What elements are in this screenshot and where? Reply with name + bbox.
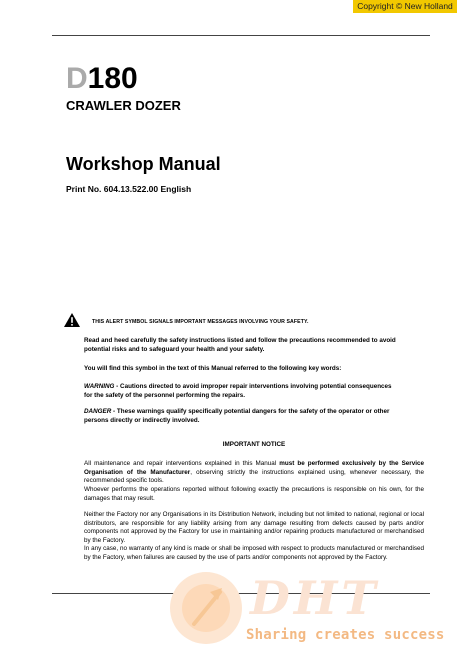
key-words-intro: You will find this symbol in the text of this Manual referred to the following key words: (84, 365, 342, 372)
watermark-slogan: Sharing creates success (246, 627, 445, 643)
safety-intro (84, 337, 424, 354)
warning-line-2: for the safety of the personnel performing the repairs. (84, 391, 245, 399)
important-notice-title: IMPORTANT NOTICE (222, 441, 286, 448)
notice-paragraph-1 (84, 460, 424, 486)
alert-symbol-caption: THIS ALERT SYMBOL SIGNALS IMPORTANT MESSAGES INVOLVING YOUR SAFETY. (92, 319, 309, 325)
notice-paragraph-3: Neither the Factory nor any Organisations in its Distribution Network, including but not limited to national, regional or local distributors, are responsible for any liability arising from any damage resulting from defects caused by parts and/or components not approved by the Factory for use in maintaining and/or repairing products manufactured or merchandised by the Factory. (84, 511, 424, 544)
notice-p1-c: , observing strictly the instructions explained using, whenever necessary, the recommended specific tools. (84, 468, 424, 485)
danger-definition (84, 408, 424, 425)
warning-label: WARNING (84, 383, 115, 390)
notice-paragraph-4: In any case, no warranty of any kind is made or shall be imposed with respect to products manufactured or merchandised by the Factory, when failures are caused by the use of parts and/or components not approved by the Factory. (84, 545, 424, 561)
warning-definition (84, 383, 424, 400)
safety-intro-line-1: Read and heed carefully the safety instructions listed and follow the precautions recommended to avoid (84, 337, 396, 344)
danger-label: DANGER (84, 408, 112, 415)
warning-text-1: - Cautions directed to avoid improper repair interventions involving potential consequences (114, 383, 392, 390)
copyright-badge: Copyright © New Holland (353, 0, 457, 13)
model-number: 180 (87, 62, 138, 95)
model-first-letter: D (66, 62, 88, 95)
machine-type: CRAWLER DOZER (66, 98, 181, 113)
notice-p1-a: All maintenance and repair interventions explained in this Manual (84, 460, 280, 467)
print-number: Print No. 604.13.522.00 English (66, 184, 192, 194)
warning-triangle-icon (64, 313, 80, 327)
notice-p1-bold: must be performed exclusively by the Service Organisation of the Manufacturer (84, 460, 424, 476)
danger-text-1: - These warnings qualify specifically potential dangers for the safety of the operator or other (111, 408, 390, 415)
danger-line-2: persons directly or indirectly involved. (84, 416, 200, 424)
notice-paragraph-2: Whoever performs the operations reported without following exactly the precautions is responsible on his own, for the damages that may result. (84, 486, 424, 502)
warning-line-1 (84, 383, 424, 392)
manual-title: Workshop Manual (66, 154, 221, 174)
safety-intro-line-2: potential risks and to safeguard your health and your safety. (84, 345, 265, 353)
model-title (66, 62, 138, 96)
top-rule (52, 35, 430, 36)
danger-line-1 (84, 408, 424, 417)
watermark-logo-text: DHT (250, 571, 380, 625)
